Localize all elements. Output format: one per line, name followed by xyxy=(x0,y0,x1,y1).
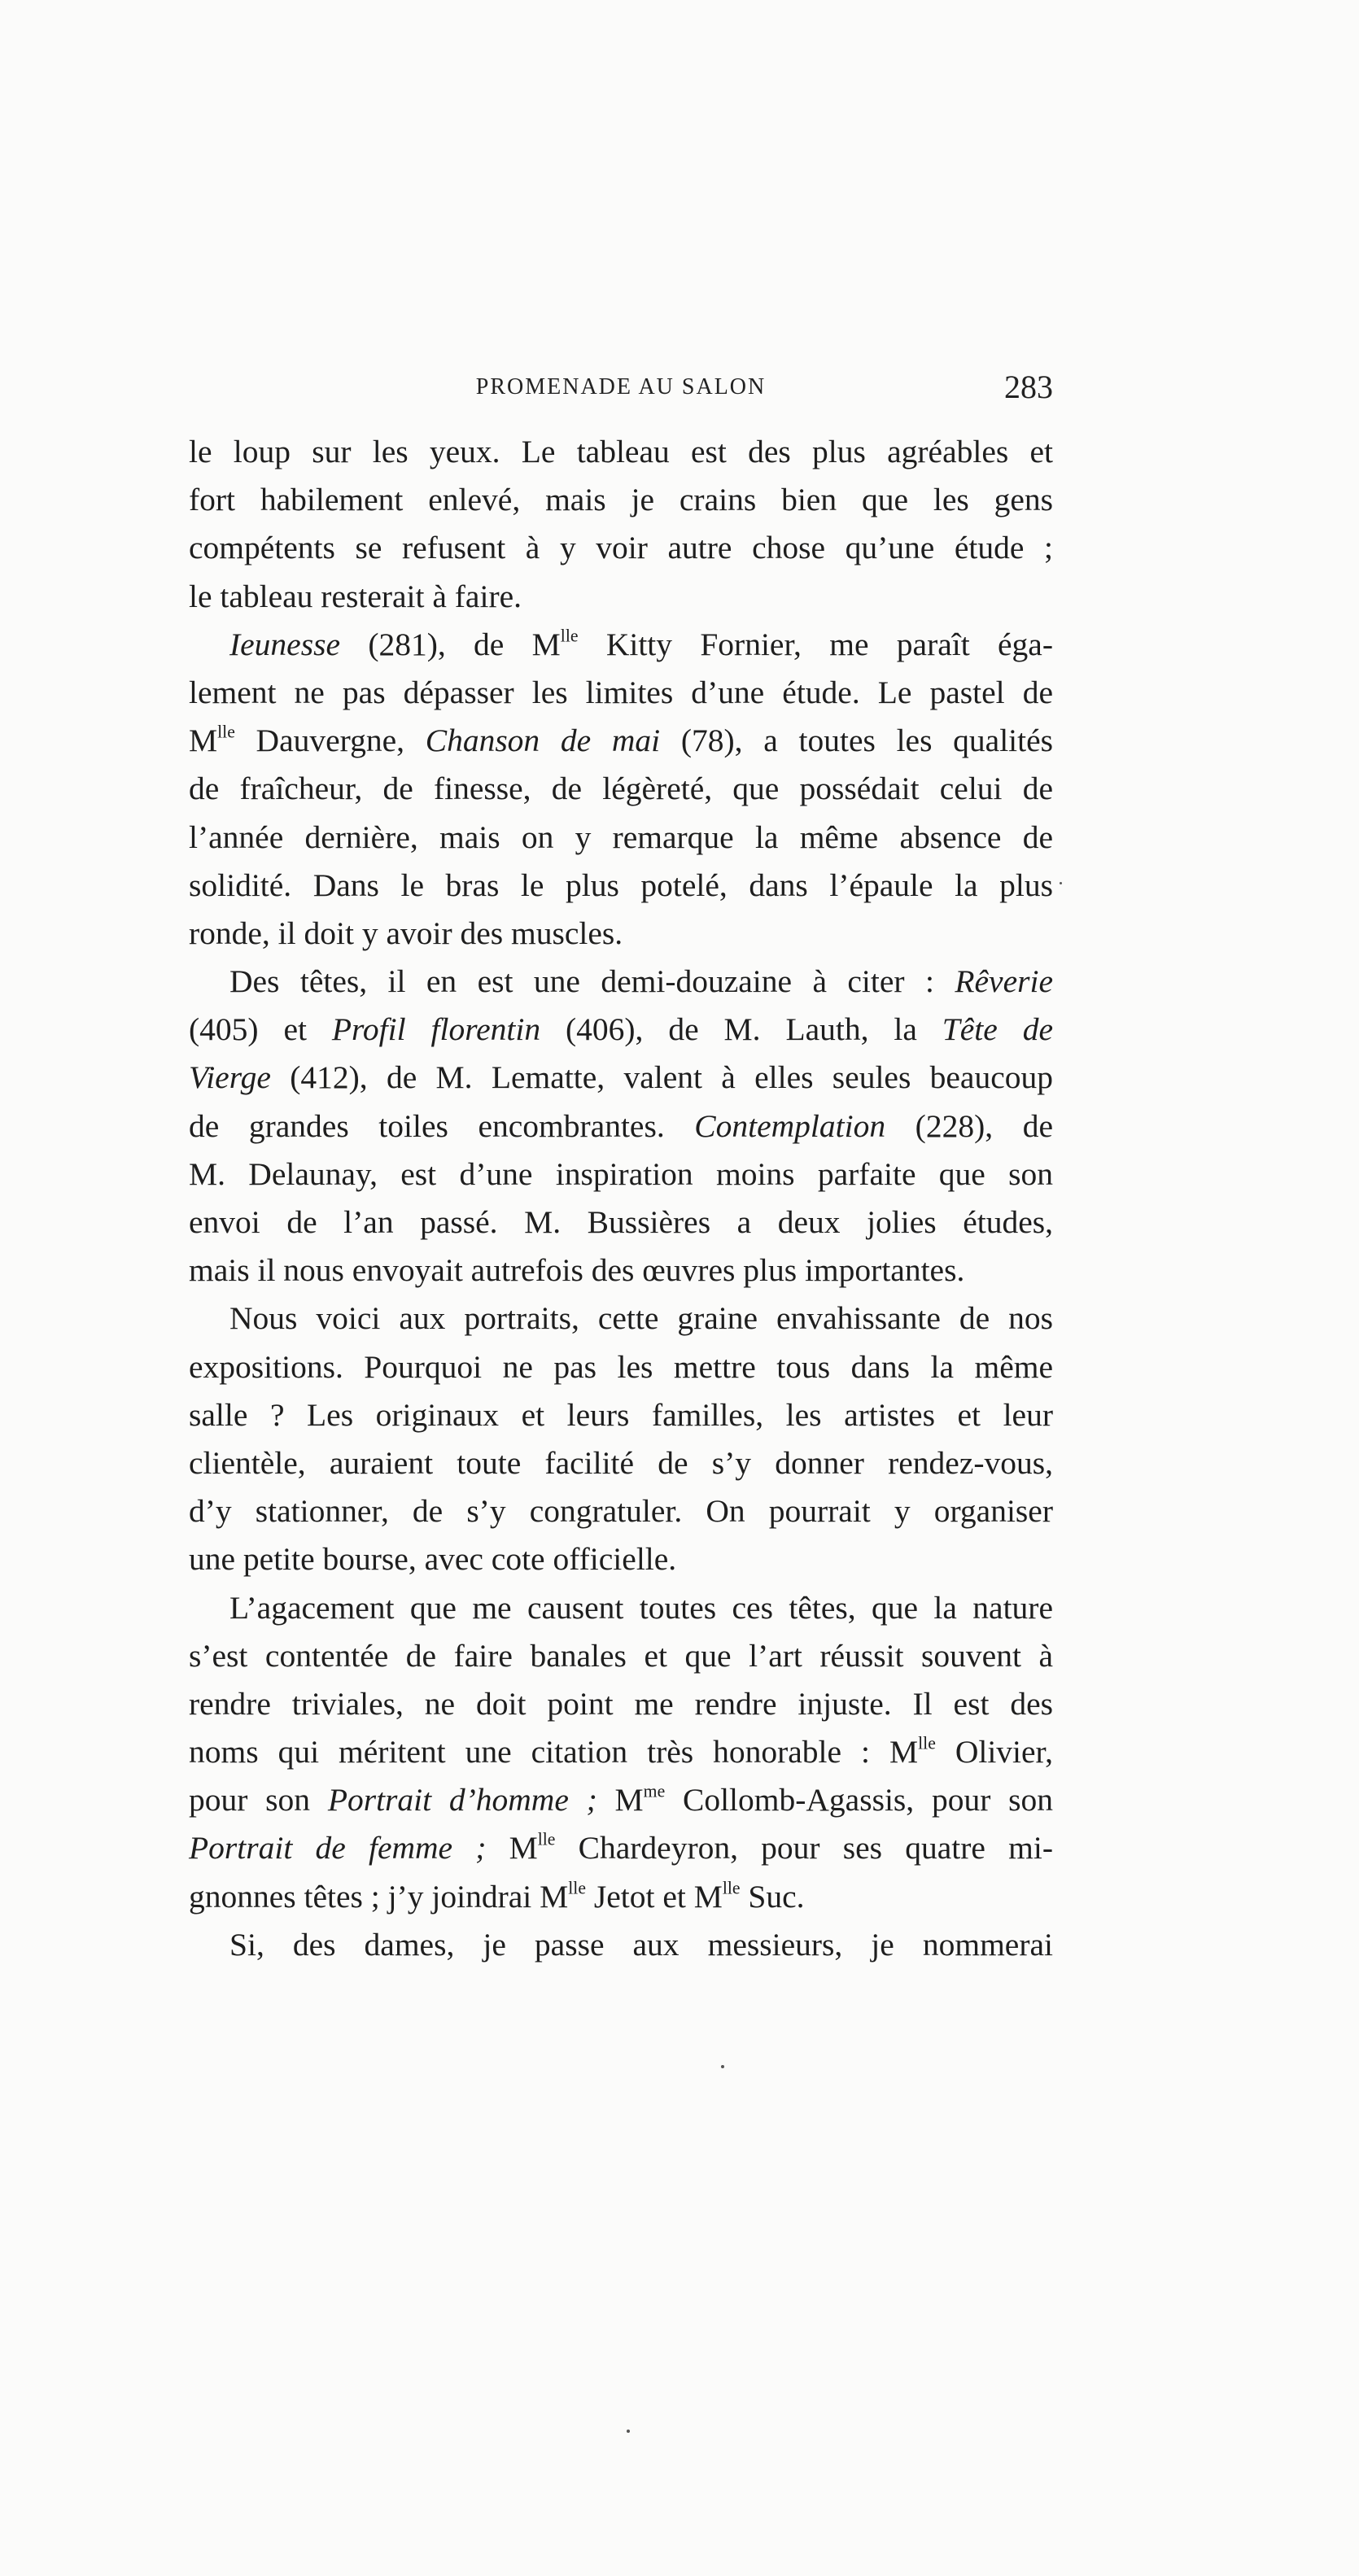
artwork-title: Chanson de mai xyxy=(425,723,661,759)
text-line: l’année dernière, mais on y remarque la même absence de xyxy=(189,819,1053,855)
text-line: mais il nous envoyait autrefois des œuvres plus importantes. xyxy=(189,1252,965,1289)
paper-speck xyxy=(627,2430,630,2433)
artwork-title: Profil florentin xyxy=(331,1011,541,1048)
text-line: fort habilement enlevé, mais je crains bien que les gens xyxy=(189,482,1053,518)
artwork-title: Rêverie xyxy=(955,963,1053,1000)
artwork-title: Ieunesse xyxy=(229,626,340,662)
text-line: pour son Portrait d’homme ; $M^{me}$ Collomb-Agassis, pour son xyxy=(189,1781,1053,1818)
artwork-title: Contemplation xyxy=(694,1107,886,1144)
artwork-title: Portrait d’homme ; xyxy=(327,1782,597,1818)
text-line: L’agacement que me causent toutes ces têtes, que la nature xyxy=(229,1589,1053,1626)
text-line: Ieunesse (281), de $M^{lle}$ Kitty Fornier, me paraît éga- xyxy=(229,626,1053,662)
text-line: de fraîcheur, de finesse, de légèreté, que possédait celui de xyxy=(189,771,1053,807)
text-line: Nous voici aux portraits, cette graine envahissante de nos xyxy=(229,1300,1053,1337)
text-line: le loup sur les yeux. Le tableau est des plus agréables et xyxy=(189,434,1053,469)
text-line: s’est contentée de faire banales et que l’art réussit souvent à xyxy=(189,1637,1053,1674)
text-line: Portrait de femme ; $M^{lle}$ Chardeyron, pour ses quatre mi- xyxy=(189,1830,1053,1867)
text-line: salle ? Les originaux et leurs familles, les artistes et leur xyxy=(189,1396,1053,1433)
text-line: gnonnes têtes ; j’y joindrai $M^{lle}$ Jetot et $M^{lle}$ Suc. xyxy=(189,1878,805,1915)
running-title: PROMENADE AU SALON xyxy=(475,374,767,399)
text-line: Des têtes, il en est une demi-douzaine à citer : Rêverie xyxy=(229,963,1053,1000)
text-line: rendre triviales, ne doit point me rendre injuste. Il est des xyxy=(189,1685,1053,1722)
text-line: $M^{lle}$ Dauvergne, Chanson de mai (78), a toutes les qualités xyxy=(189,722,1054,759)
paper-speck xyxy=(721,2065,724,2068)
text-line: solidité. Dans le bras le plus potelé, dans l’épaule la plus xyxy=(189,867,1053,903)
text-line: noms qui méritent une citation très honorable : $M^{lle}$ Olivier, xyxy=(189,1733,1054,1770)
text-line: Si, des dames, je passe aux messieurs, je nommerai xyxy=(229,1926,1053,1963)
paper-speck xyxy=(1060,882,1062,884)
artwork-title: Vierge xyxy=(189,1059,271,1096)
page-number: 283 xyxy=(1004,369,1053,405)
artwork-title: Tête de xyxy=(942,1011,1053,1048)
text-line: le tableau resterait à faire. xyxy=(189,578,522,614)
artwork-title: Portrait de femme ; xyxy=(189,1830,487,1867)
body-text xyxy=(189,428,1053,1969)
text-line: ronde, il doit y avoir des muscles. xyxy=(189,915,623,951)
text-line: expositions. Pourquoi ne pas les mettre tous dans la même xyxy=(189,1348,1053,1385)
text-line: compétents se refusent à y voir autre chose qu’une étude ; xyxy=(189,530,1053,566)
text-line: lement ne pas dépasser les limites d’une étude. Le pastel de xyxy=(189,674,1053,710)
text-line: (405) et Profil florentin (406), de M. Lauth, la Tête de xyxy=(189,1011,1053,1048)
text-line: une petite bourse, avec cote officielle. xyxy=(189,1541,677,1578)
text-line: d’y stationner, de s’y congratuler. On pourrait y organiser xyxy=(189,1493,1053,1530)
text-line: envoi de l’an passé. M. Bussières a deux jolies études, xyxy=(189,1204,1053,1240)
text-line: clientèle, auraient toute facilité de s’y donner rendez-vous, xyxy=(189,1444,1053,1481)
page-header xyxy=(189,368,1053,412)
text-line: de grandes toiles encombrantes. Contemplation (228), de xyxy=(189,1107,1053,1144)
text-line: M. Delaunay, est d’une inspiration moins parfaite que son xyxy=(189,1155,1053,1192)
text-line: Vierge (412), de M. Lematte, valent à elles seules beaucoup xyxy=(189,1059,1053,1096)
